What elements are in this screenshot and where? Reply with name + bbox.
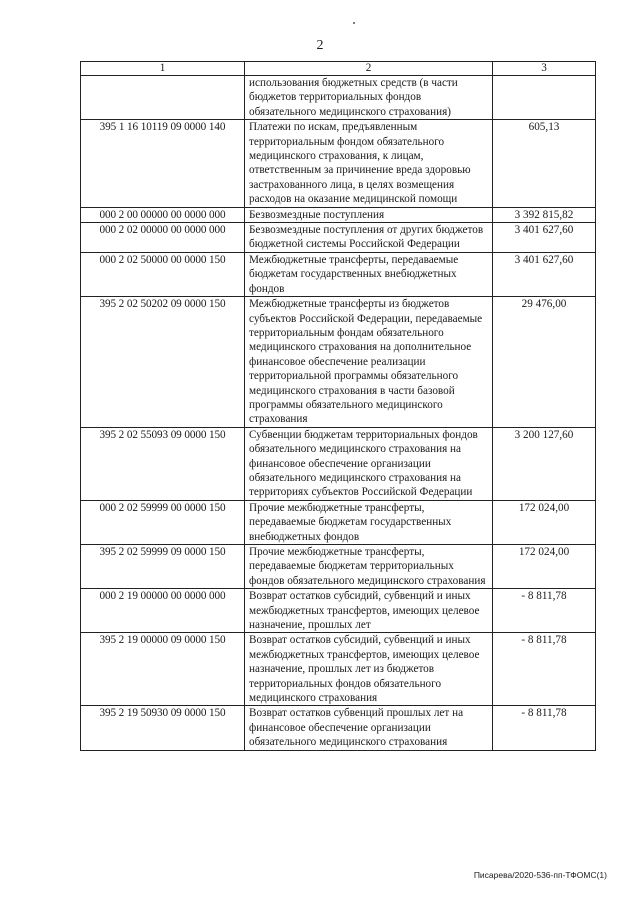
name-cell: Межбюджетные трансферты, передаваемые бюджетам государственных внебюджетных фондов	[245, 252, 493, 296]
name-cell: Межбюджетные трансферты из бюджетов субъектов Российской Федерации, передаваемые территориальным фондам обязательного медицинского страхования на дополнительное финансовое обеспечение реализации территориальной программы обязательного медицинского страхования в части базовой программы обязательного медицинского страхования	[245, 297, 493, 428]
code-cell: 395 2 02 50202 09 0000 150	[81, 297, 245, 428]
table-row	[81, 427, 596, 500]
table-row	[81, 223, 596, 253]
amount-cell: 172 024,00	[493, 545, 596, 589]
code-cell: 000 2 02 59999 00 0000 150	[81, 500, 245, 544]
table-row	[81, 120, 596, 207]
budget-table	[80, 61, 596, 751]
amount-cell: - 8 811,78	[493, 589, 596, 633]
table-row	[81, 207, 596, 222]
amount-cell: - 8 811,78	[493, 706, 596, 750]
name-cell: Платежи по искам, предъявленным территориальным фондом обязательного медицинского страхования, к лицам, ответственным за причинение вреда здоровью застрахованного лица, в целях возмещения расходов на оказание медицинской помощи	[245, 120, 493, 207]
amount-cell	[493, 76, 596, 120]
name-cell: Безвозмездные поступления от других бюджетов бюджетной системы Российской Федерации	[245, 223, 493, 253]
table-row	[81, 633, 596, 706]
code-cell: 395 2 19 00000 09 0000 150	[81, 633, 245, 706]
name-cell: Возврат остатков субсидий, субвенций и иных межбюджетных трансфертов, имеющих целевое назначение, прошлых лет из бюджетов территориальных фондов обязательного медицинского страхования	[245, 633, 493, 706]
code-cell	[81, 76, 245, 120]
table-row	[81, 500, 596, 544]
amount-cell: 3 401 627,60	[493, 252, 596, 296]
table-row	[81, 706, 596, 750]
column-header: 3	[493, 62, 596, 76]
table-row	[81, 252, 596, 296]
column-header: 2	[245, 62, 493, 76]
table-header-row	[81, 62, 596, 76]
name-cell: Субвенции бюджетам территориальных фондов обязательного медицинского страхования на финансовое обеспечение организации обязательного медицинского страхования на территориях субъектов Российской Федерации	[245, 427, 493, 500]
scan-speck	[353, 22, 355, 24]
amount-cell: 605,13	[493, 120, 596, 207]
table-row	[81, 545, 596, 589]
code-cell: 000 2 02 00000 00 0000 000	[81, 223, 245, 253]
document-footer-id: Писарева/2020-536-пп-ТФОМС(1)	[473, 870, 607, 880]
amount-cell: 3 401 627,60	[493, 223, 596, 253]
code-cell: 000 2 19 00000 00 0000 000	[81, 589, 245, 633]
code-cell: 000 2 02 50000 00 0000 150	[81, 252, 245, 296]
name-cell: использования бюджетных средств (в части бюджетов территориальных фондов обязательного медицинского страхования)	[245, 76, 493, 120]
table-row	[81, 76, 596, 120]
amount-cell: 172 024,00	[493, 500, 596, 544]
code-cell: 395 1 16 10119 09 0000 140	[81, 120, 245, 207]
amount-cell: 3 200 127,60	[493, 427, 596, 500]
amount-cell: 3 392 815,82	[493, 207, 596, 222]
table-row	[81, 589, 596, 633]
name-cell: Безвозмездные поступления	[245, 207, 493, 222]
name-cell: Возврат остатков субвенций прошлых лет на финансовое обеспечение организации обязательного медицинского страхования	[245, 706, 493, 750]
name-cell: Возврат остатков субсидий, субвенций и иных межбюджетных трансфертов, имеющих целевое назначение, прошлых лет	[245, 589, 493, 633]
name-cell: Прочие межбюджетные трансферты, передаваемые бюджетам территориальных фондов обязательного медицинского страхования	[245, 545, 493, 589]
code-cell: 395 2 02 55093 09 0000 150	[81, 427, 245, 500]
page-number: 2	[316, 38, 324, 53]
amount-cell: - 8 811,78	[493, 633, 596, 706]
code-cell: 395 2 02 59999 09 0000 150	[81, 545, 245, 589]
column-header: 1	[81, 62, 245, 76]
code-cell: 395 2 19 50930 09 0000 150	[81, 706, 245, 750]
code-cell: 000 2 00 00000 00 0000 000	[81, 207, 245, 222]
table-row	[81, 297, 596, 428]
amount-cell: 29 476,00	[493, 297, 596, 428]
name-cell: Прочие межбюджетные трансферты, передаваемые бюджетам государственных внебюджетных фондов	[245, 500, 493, 544]
